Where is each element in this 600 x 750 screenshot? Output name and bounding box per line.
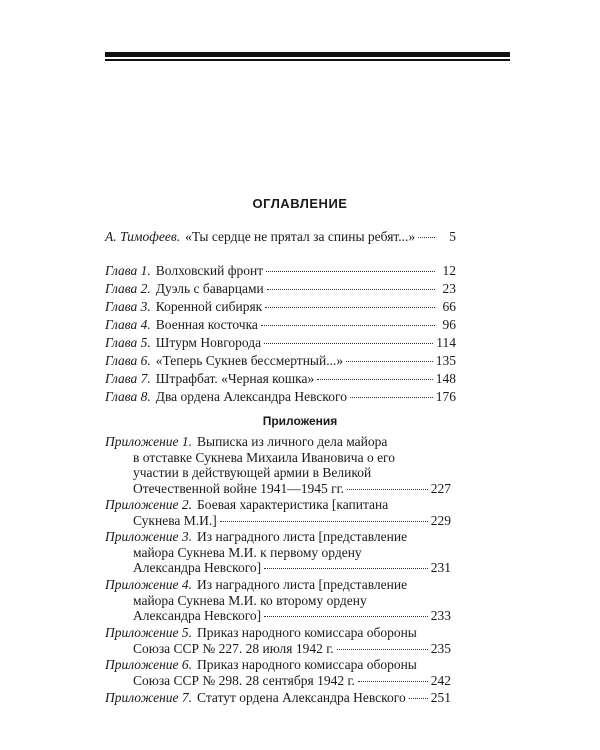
preface-author: А. Тимофеев. <box>105 229 181 244</box>
page-number: 227 <box>430 480 451 496</box>
page-number: 66 <box>442 299 456 314</box>
page-number: 12 <box>442 263 456 278</box>
dot-leader <box>264 616 428 617</box>
dot-leader <box>418 237 435 238</box>
toc-entry-chapter-4[interactable] <box>105 317 456 333</box>
toc-entry-appendix-4[interactable] <box>105 577 451 624</box>
toc-entry-appendix-7[interactable] <box>105 690 451 706</box>
page-number: 231 <box>430 560 451 575</box>
appendix-label: Приложение 3. <box>105 529 193 544</box>
dot-leader <box>220 521 428 522</box>
chapter-title: «Теперь Сукнев бессмертный...» <box>155 353 344 368</box>
preface-title: «Ты сердце не прятал за спины ребят...» <box>185 229 416 244</box>
toc-title: ОГЛАВЛЕНИЕ <box>252 196 348 211</box>
chapter-title: Коренной сибиряк <box>155 299 263 314</box>
page-number: 229 <box>430 512 451 528</box>
toc-entry-chapter-2[interactable] <box>105 281 456 297</box>
page-number: 233 <box>430 608 451 623</box>
page-number: 235 <box>430 640 451 656</box>
toc-entry-chapter-5[interactable] <box>105 335 456 351</box>
dot-leader <box>409 698 428 699</box>
toc-entry-chapter-1[interactable] <box>105 263 456 279</box>
toc-entry-appendix-1[interactable] <box>105 434 451 496</box>
appendix-title-line: Боевая характеристика [капитана <box>197 497 389 512</box>
chapter-label: Глава 3. <box>105 299 151 314</box>
appendix-label: Приложение 4. <box>105 577 193 592</box>
appendix-title-line: в отставке Сукнева Михаила Ивановича о его <box>133 449 396 465</box>
dot-leader <box>317 379 432 380</box>
appendix-label: Приложение 6. <box>105 657 193 672</box>
appendix-title-line: участии в действующей армии в Великой <box>133 465 372 480</box>
appendix-title-line: Отечественной войне 1941—1945 гг. <box>133 480 345 496</box>
toc-entry-chapter-8[interactable] <box>105 389 456 405</box>
toc-entry-appendix-6[interactable] <box>105 657 451 688</box>
header-rule-thin <box>105 59 510 61</box>
chapter-label: Глава 8. <box>105 389 151 404</box>
dot-leader <box>346 361 433 362</box>
dot-leader <box>264 343 433 344</box>
appendix-title-line: майора Сукнева М.И. к первому ордену <box>133 544 362 560</box>
chapter-title: Штурм Новгорода <box>155 335 262 350</box>
dot-leader <box>261 325 435 326</box>
dot-leader <box>265 307 435 308</box>
page-number: 176 <box>435 389 456 404</box>
appendix-label: Приложение 1. <box>105 434 193 449</box>
toc-entry-chapter-6[interactable] <box>105 353 456 369</box>
appendix-label: Приложение 5. <box>105 625 193 640</box>
appendix-title-line: Из наградного листа [представление <box>197 529 408 544</box>
chapter-label: Глава 7. <box>105 371 151 386</box>
appendix-title-line: Приказ народного комиссара обороны <box>197 625 417 640</box>
appendix-label: Приложение 7. <box>105 690 193 705</box>
toc-entry-appendix-5[interactable] <box>105 625 451 656</box>
chapter-title: Два ордена Александра Невского <box>155 389 347 404</box>
page-number: 251 <box>430 690 451 705</box>
page-number: 5 <box>449 229 456 244</box>
page-number: 114 <box>436 335 456 350</box>
header-rule-thick <box>105 52 510 57</box>
chapter-label: Глава 4. <box>105 317 151 332</box>
appendix-title-line: Выписка из личного дела майора <box>197 434 388 449</box>
toc-entry-appendix-3[interactable] <box>105 529 451 576</box>
appendix-title-line: Союза ССР № 227. 28 июля 1942 г. <box>133 640 334 656</box>
appendix-title-line: майора Сукнева М.И. ко второму ордену <box>133 592 367 608</box>
page-number: 242 <box>430 672 451 688</box>
toc-entry-preface[interactable] <box>105 229 456 245</box>
dot-leader <box>337 649 428 650</box>
appendix-title-line: Статут ордена Александра Невского <box>197 690 406 705</box>
chapter-title: Штрафбат. «Черная кошка» <box>155 371 315 386</box>
chapter-label: Глава 5. <box>105 335 151 350</box>
dot-leader <box>264 568 428 569</box>
chapter-title: Военная косточка <box>155 317 258 332</box>
appendix-title-line: Сукнева М.И.] <box>133 512 217 528</box>
chapter-label: Глава 6. <box>105 353 151 368</box>
appendix-label: Приложение 2. <box>105 497 193 512</box>
appendix-title-line: Приказ народного комиссара обороны <box>197 657 417 672</box>
dot-leader <box>350 397 433 398</box>
page-number: 23 <box>442 281 456 296</box>
appendix-title-line: Союза ССР № 298. 28 сентября 1942 г. <box>133 672 355 688</box>
dot-leader <box>347 489 428 490</box>
toc-entry-chapter-3[interactable] <box>105 299 456 315</box>
page-number: 96 <box>442 317 456 332</box>
dot-leader <box>266 271 435 272</box>
chapter-label: Глава 2. <box>105 281 151 296</box>
appendix-title-line: Из наградного листа [представление <box>197 577 408 592</box>
toc-entry-appendix-2[interactable] <box>105 497 451 528</box>
chapter-title: Волховский фронт <box>155 263 264 278</box>
chapter-title: Дуэль с баварцами <box>155 281 264 296</box>
appendix-title-line: Александра Невского] <box>133 560 262 575</box>
toc-entry-chapter-7[interactable] <box>105 371 456 387</box>
page-number: 148 <box>435 371 456 386</box>
chapter-label: Глава 1. <box>105 263 151 278</box>
page-number: 135 <box>435 353 456 368</box>
dot-leader <box>358 681 428 682</box>
appendix-title-line: Александра Невского] <box>133 608 262 623</box>
dot-leader <box>267 289 435 290</box>
appendix-heading: Приложения <box>262 414 338 428</box>
